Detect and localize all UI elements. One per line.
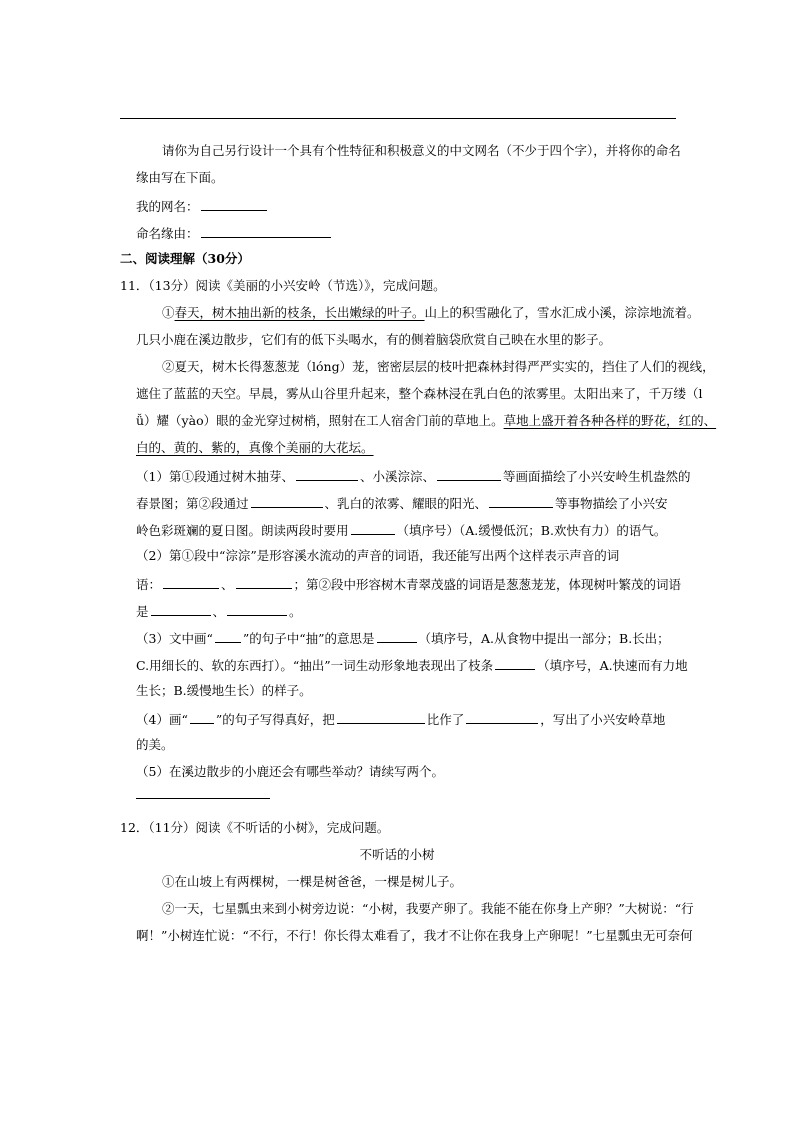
p2-line-3-a: ǚ）耀（yào）眼的金光穿过树梢，照射在工人宿舍门前的草地上。 (136, 413, 504, 428)
q12-story-title: 不听话的小树 (359, 847, 435, 862)
sub1-text-g: 岭色彩斑斓的夏日图。朗读两段时要用 (136, 523, 349, 538)
sub1-blank-1[interactable] (296, 467, 358, 481)
q11-sub3-line-2 (136, 656, 688, 674)
sub1-blank-5[interactable] (351, 521, 395, 535)
p2-underlined-sentence-b: 白的、黄的、紫的，真像个美丽的大花坛。 (136, 440, 374, 455)
my-name-label: 我的网名： (136, 199, 199, 214)
sub2-blank-4[interactable] (227, 602, 287, 616)
q12-p2-line-2: 啊！”小树连忙说：“不行，不行！你长得太难看了，我才不让你在我身上产卵呢！”七星瓢虫无可奈何 (136, 928, 693, 943)
reason-row (136, 224, 333, 242)
sub4-text-c: 比作了 (426, 712, 465, 727)
sub3-underline-marker (215, 629, 241, 643)
sub1-text-h: （填序号）（A.缓慢低沉；B.欢快有力）的语气。 (396, 523, 667, 538)
sub3-text-b: ”的句子中“抽”的意思是 (242, 631, 375, 646)
sub1-blank-4[interactable] (489, 494, 553, 508)
q11-sub3-line-1 (136, 629, 670, 647)
sub2-text-f: 、 (212, 604, 226, 619)
sub2-text-c: 、 (221, 577, 234, 592)
intro-line-1: 请你为自己另行设计一个具有个性特征和积极意义的中文网名（不少于四个字），并将你的命名 (162, 143, 681, 158)
sub3-text-a: （3）文中画“ (136, 631, 213, 646)
sub1-blank-3[interactable] (251, 494, 323, 508)
sub4-text-a: （4）画“ (136, 712, 188, 727)
q12-p2-line-1: ②一天，七星瓢虫来到小树旁边说：“小树，我要产卵了。我能不能在你身上产卵？”大树说：“行 (162, 901, 694, 916)
sub4-underline-marker (190, 710, 214, 724)
q11-p2-line-3 (136, 413, 716, 429)
p2-underlined-sentence-a: 草地上盛开着各种各样的野花，红的、 (503, 413, 717, 428)
sub2-blank-3[interactable] (151, 602, 211, 616)
q11-sub1-line-2 (136, 494, 668, 512)
sub4-blank-2[interactable] (466, 710, 538, 724)
sub1-text-d: 春景图；第②段通过 (136, 496, 249, 511)
sub1-text-e: 、乳白的浓雾、耀眼的阳光、 (324, 496, 488, 511)
p1-rest: 山上的积雪融化了，雪水汇成小溪，淙淙地流着。 (424, 305, 700, 320)
sub1-text-f: 等事物描绘了小兴安 (555, 496, 668, 511)
q11-p1-line-1 (162, 305, 700, 321)
sub3-blank-1[interactable] (377, 629, 417, 643)
my-name-row (136, 197, 269, 215)
q11-stem: 11．（13分）阅读《美丽的小兴安岭（节选）》，完成问题。 (120, 278, 446, 293)
q12-stem: 12．（11分）阅读《不听话的小树》，完成问题。 (120, 820, 390, 835)
sub3-blank-2[interactable] (495, 656, 535, 670)
q11-sub3-line-3: 生长；B.缓慢地生长）的样子。 (136, 683, 312, 698)
sub3-text-d: C.用细长的、软的东西打）。“抽出”一词生动形象地表现出了枝条 (136, 658, 494, 673)
q11-p2-line-4 (136, 440, 374, 456)
q11-sub2-line-1: （2）第①段中“淙淙”是形容溪水流动的声音的词语，我还能写出两个这样表示声音的词 (136, 548, 620, 563)
sub3-text-e: （填序号，A.快速而有力地 (537, 658, 688, 673)
q11-sub4-line-2: 的美。 (136, 737, 174, 752)
reason-blank[interactable] (201, 224, 331, 238)
sub1-text-c: 等画面描绘了小兴安岭生机盎然的 (502, 469, 691, 484)
q11-sub1-line-1 (136, 467, 691, 485)
sub2-text-d: ；第②段中形容树木青翠茂盛的词语是葱葱茏茏，体现树叶繁茂的词语 (293, 577, 682, 592)
sub1-blank-2[interactable] (437, 467, 501, 481)
q11-sub1-line-3 (136, 521, 666, 539)
q12-p1: ①在山坡上有两棵树，一棵是树爸爸，一棵是树儿子。 (162, 874, 463, 889)
q11-sub2-line-2 (136, 575, 681, 593)
sub2-blank-1[interactable] (163, 575, 219, 589)
sub2-blank-2[interactable] (236, 575, 292, 589)
q11-sub4-line-1 (136, 710, 665, 728)
q11-p2-line-2: 遮住了蓝蓝的天空。早晨，雾从山谷里升起来，整个森林浸在乳白色的浓雾里。太阳出来了，千万缕（l (136, 386, 703, 401)
intro-line-2: 缘由写在下面。 (136, 170, 224, 185)
q11-sub5: （5）在溪边散步的小鹿还会有哪些举动？请续写两个。 (136, 764, 444, 779)
sub4-blank-1[interactable] (337, 710, 425, 724)
sub2-text-e: 是 (136, 604, 149, 619)
sub4-text-b: ”的句子写得真好，把 (215, 712, 335, 727)
q11-p2-line-1: ②夏天，树木长得葱葱茏（lóng）茏，密密层层的枝叶把森林封得严严实实的，挡住了人们的视线， (162, 359, 715, 374)
sub5-answer-blank[interactable] (136, 798, 270, 799)
q11-p1-line-2: 几只小鹿在溪边散步，它们有的低下头喝水，有的侧着脑袋欣赏自己映在水里的影子。 (136, 332, 612, 347)
header-rule (120, 118, 676, 119)
sub2-text-b: 语： (136, 577, 162, 592)
section-heading: 二、阅读理解（30分） (120, 251, 250, 266)
sub2-text-g: 。 (289, 604, 302, 619)
q11-sub2-line-3 (136, 602, 302, 620)
reason-label: 命名缘由： (136, 226, 199, 241)
p1-underlined-sentence: 春天，树木抽出新的枝条，长出嫩绿的叶子。 (174, 305, 425, 320)
sub1-text-a: （1）第①段通过树木抽芽、 (136, 469, 294, 484)
sub1-text-b: 、小溪淙淙、 (359, 469, 435, 484)
my-name-blank[interactable] (201, 197, 267, 211)
p1-number: ① (162, 305, 175, 320)
sub4-text-d: ，写出了小兴安岭草地 (540, 712, 666, 727)
sub3-text-c: （填序号，A.从食物中提出一部分；B.长出； (418, 631, 670, 646)
